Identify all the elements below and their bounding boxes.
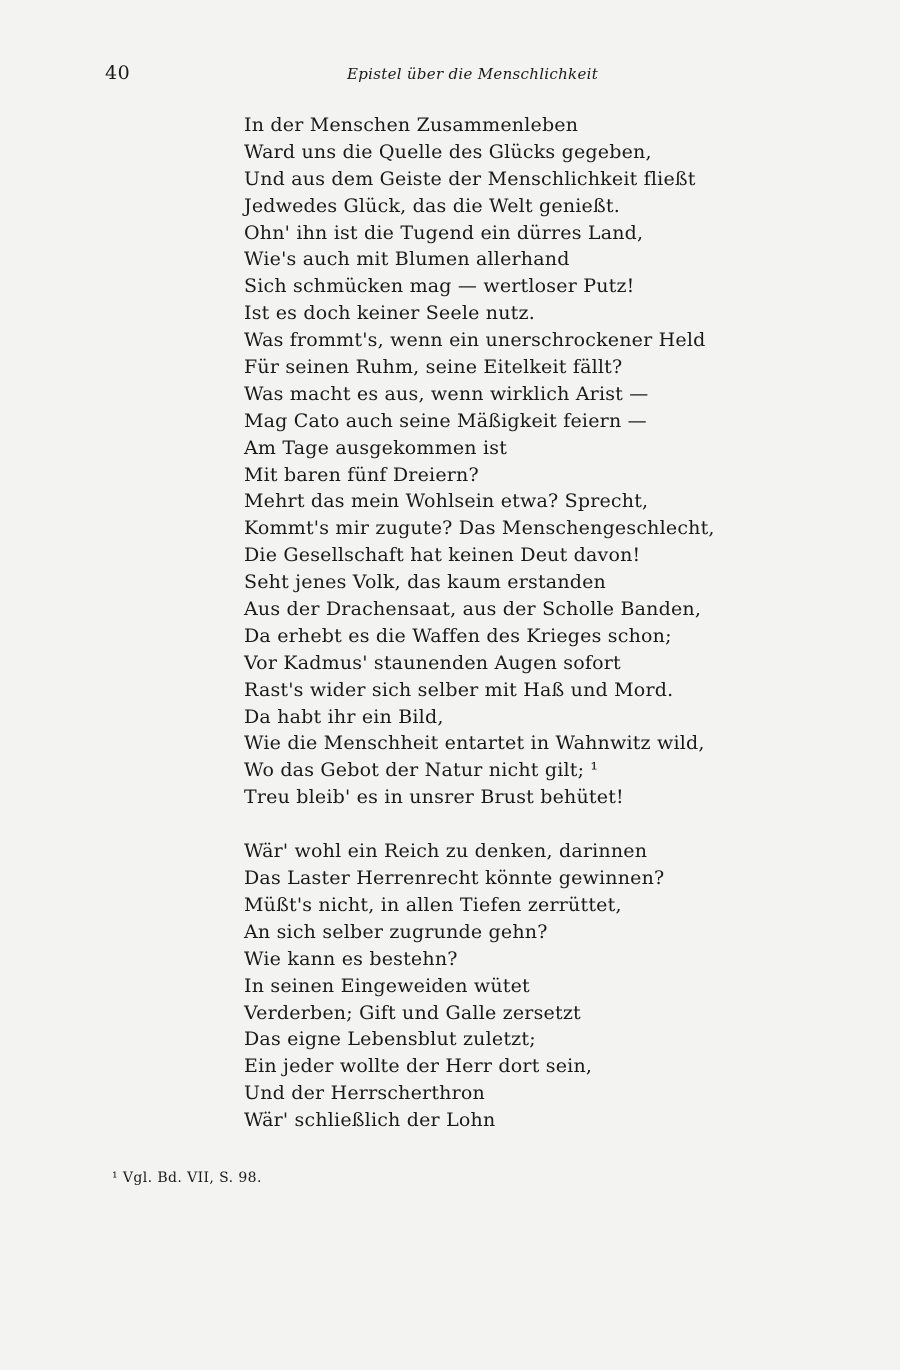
verse-line: Wie die Menschheit entartet in Wahnwitz wild, xyxy=(244,732,705,755)
verse-line: Wie kann es bestehn? xyxy=(244,947,458,970)
poem-body xyxy=(244,112,804,1134)
verse-line: Mit baren fünf Dreiern? xyxy=(244,463,479,486)
verse-line: In seinen Eingeweiden wütet xyxy=(244,974,530,997)
verse-line: Rast's wider sich selber mit Haß und Mord. xyxy=(244,678,674,701)
verse-line: Müßt's nicht, in allen Tiefen zerrüttet, xyxy=(244,893,622,916)
verse-line: Ein jeder wollte der Herr dort sein, xyxy=(244,1055,593,1078)
verse-line: Das Laster Herrenrecht könnte gewinnen? xyxy=(244,867,665,890)
verse-line: Treu bleib' es in unsrer Brust behütet! xyxy=(244,786,624,809)
verse-line: Seht jenes Volk, das kaum erstanden xyxy=(244,571,606,594)
verse-line: Wär' wohl ein Reich zu denken, darinnen xyxy=(244,840,648,863)
verse-line: Ohn' ihn ist die Tugend ein dürres Land, xyxy=(244,221,644,244)
verse-line: Ward uns die Quelle des Glücks gegeben, xyxy=(244,140,652,163)
verse-line: Mag Cato auch seine Mäßigkeit feiern — xyxy=(244,409,647,432)
verse-line: Wie's auch mit Blumen allerhand xyxy=(244,248,570,271)
verse-line: Was frommt's, wenn ein unerschrockener Held xyxy=(244,329,706,352)
verse-line: Für seinen Ruhm, seine Eitelkeit fällt? xyxy=(244,356,623,379)
verse-line: Vor Kadmus' staunenden Augen sofort xyxy=(244,651,621,674)
verse-line: Da habt ihr ein Bild, xyxy=(244,705,444,728)
verse-line: Jedwedes Glück, das die Welt genießt. xyxy=(244,194,620,217)
verse-line: Am Tage ausgekommen ist xyxy=(244,436,508,459)
stanza-1 xyxy=(244,112,804,811)
stanza-2 xyxy=(244,838,804,1134)
verse-line: Die Gesellschaft hat keinen Deut davon! xyxy=(244,544,641,567)
verse-line: Wär' schließlich der Lohn xyxy=(244,1109,496,1132)
verse-line: Verderben; Gift und Galle zersetzt xyxy=(244,1001,581,1024)
verse-line: In der Menschen Zusammenleben xyxy=(244,114,579,136)
verse-line: Was macht es aus, wenn wirklich Arist — xyxy=(244,382,649,405)
verse-line: An sich selber zugrunde gehn? xyxy=(244,920,548,943)
verse-line: Sich schmücken mag — wertloser Putz! xyxy=(244,275,635,298)
verse-line: Und der Herrscherthron xyxy=(244,1082,485,1105)
verse-line: Da erhebt es die Waffen des Krieges schon; xyxy=(244,624,672,647)
verse-line: Das eigne Lebensblut zuletzt; xyxy=(244,1028,536,1051)
verse-line: Und aus dem Geiste der Menschlichkeit fließt xyxy=(244,167,696,190)
verse-line: Aus der Drachensaat, aus der Scholle Banden, xyxy=(244,598,702,621)
verse-line: Wo das Gebot der Natur nicht gilt; ¹ xyxy=(244,759,599,782)
verse-line: Mehrt das mein Wohlsein etwa? Sprecht, xyxy=(244,490,649,513)
page-number: 40 xyxy=(105,62,131,84)
running-title: Epistel über die Menschlichkeit xyxy=(347,65,599,83)
verse-line: Ist es doch keiner Seele nutz. xyxy=(244,302,535,325)
page-header xyxy=(0,62,900,90)
footnote: ¹ Vgl. Bd. VII, S. 98. xyxy=(112,1170,262,1186)
verse-line: Kommt's mir zugute? Das Menschengeschlecht, xyxy=(244,517,715,540)
